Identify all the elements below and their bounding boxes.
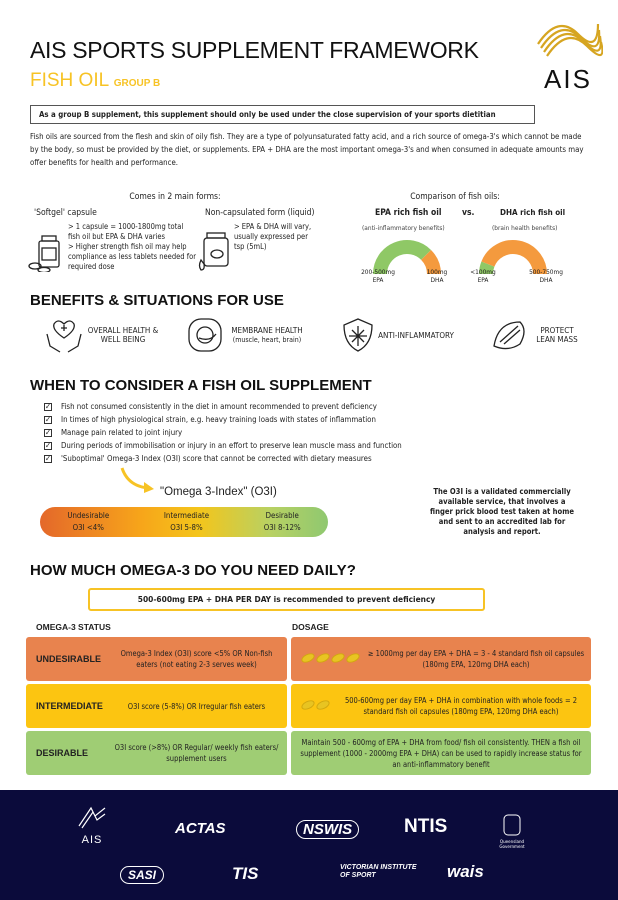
checklist-text: In times of high physiological strain, e.g. heavy training loads with states of inflammation (61, 415, 376, 424)
checklist-text: Manage pain related to joint injury (61, 428, 183, 437)
status-cell (26, 637, 287, 681)
checklist-text: Fish not consumed consistently in the diet in amount recommended to prevent deficiency (61, 402, 377, 411)
o3i-desirable (264, 510, 301, 534)
epa-title: EPA rich fish oil (375, 208, 442, 218)
status-label: UNDESIRABLE (36, 653, 102, 664)
muscle-icon (490, 316, 530, 354)
arrow-icon (118, 466, 158, 494)
consider-checklist (44, 400, 402, 465)
status-label: DESIRABLE (36, 747, 89, 758)
benefit-label: OVERALL HEALTH & WELL BEING (87, 326, 159, 344)
capsule-icon (330, 651, 346, 664)
scale-label: Intermediate (163, 511, 210, 520)
footer-logo-ais (72, 806, 112, 846)
footer-logo-nswis: NSWIS (296, 820, 359, 839)
scale-range: O3I 8-12% (263, 523, 301, 532)
softgel-bullets (68, 222, 196, 272)
heart-hands-icon (44, 316, 84, 354)
benefit-item (186, 316, 310, 354)
status-column-header: OMEGA-3 STATUS (36, 622, 111, 632)
benefit-item (44, 316, 162, 354)
softgel-bullet: > 1 capsule = 1000-1800mg total fish oil but EPA & DHA varies (68, 222, 184, 241)
capsule-bottle-icon (28, 232, 68, 276)
footer-logo-ntis: NTIS (404, 816, 448, 837)
o3i-scale-bar (40, 507, 328, 537)
status-description: O3I score (5-8%) OR Irregular fish eaters (127, 701, 266, 711)
capsule-icon (345, 651, 361, 664)
benefit-label: ANTI-INFLAMMATORY (378, 330, 454, 340)
checklist-item (44, 439, 402, 452)
scale-range: O3I <4% (72, 523, 104, 532)
benefits-row (44, 316, 584, 356)
status-cell (26, 684, 287, 728)
benefit-label: PROTECT LEAN MASS (536, 326, 578, 344)
status-description: O3I score (>8%) OR Regular/ weekly fish eaters/ supplement users (114, 743, 279, 763)
dosage-cell (291, 637, 591, 681)
checklist-text: 'Suboptimal' Omega-3 Index (O3I) score that cannot be corrected with dietary measures (61, 454, 372, 463)
checklist-item (44, 426, 402, 439)
checkbox-icon: ✓ (45, 414, 52, 424)
epa-subtitle: (anti-inflammatory benefits) (362, 224, 445, 232)
dosage-description: 500-600mg per day EPA + DHA in combination with whole foods = 2 standard fish oil capsules (180mg EPA, 120mg DHA each) (344, 696, 578, 716)
capsule-icon (315, 698, 331, 711)
dha-title: DHA rich fish oil (500, 208, 566, 217)
footer-logo-actas: ACTAS (175, 820, 226, 837)
footer-logo-qld (492, 812, 532, 850)
cell-membrane-icon (186, 316, 224, 354)
capsule-icon (300, 651, 316, 664)
softgel-bullet: > Higher strength fish oil may help compliance as less tablets needed for required dose (68, 242, 196, 271)
liquid-bullet: > EPA & DHA will vary, usually expressed per tsp (5mL) (234, 222, 312, 251)
dosage-description: Maintain 500 - 600mg of EPA + DHA from food/ fish oil consistently. THEN a fish oil supplement (1000 - 2000mg EPA + DHA) can be used to rapidly increase status for an anti-inflammatory benefit (300, 737, 582, 769)
partner-footer (0, 790, 618, 900)
capsule-icon (300, 698, 316, 711)
footer-logo-sasi: SASI (120, 866, 164, 884)
benefit-sublabel: (muscle, heart, brain) (232, 335, 302, 344)
checkbox-icon: ✓ (45, 453, 52, 463)
checkbox-icon: ✓ (45, 401, 52, 411)
benefits-heading: BENEFITS & SITUATIONS FOR USE (30, 292, 284, 309)
footer-logo-vis: VICTORIAN INSTITUTE OF SPORT (340, 864, 417, 879)
status-description: Omega-3 Index (O3I) score <5% OR Non-fish eaters (not eating 2-3 serves week) (120, 649, 273, 669)
benefit-item (340, 316, 456, 354)
checkbox-icon: ✓ (45, 440, 52, 450)
dosage-column-header: DOSAGE (292, 622, 329, 632)
benefit-label: MEMBRANE HEALTH (231, 325, 303, 335)
supplement-name (30, 70, 160, 92)
status-cell (26, 731, 287, 775)
epa-gauge-left: 200-500mg EPA (361, 268, 395, 284)
liquid-jar-icon (196, 230, 232, 276)
dosage-description: ≥ 1000mg per day EPA + DHA = 3 - 4 standard fish oil capsules (180mg EPA, 120mg DHA each) (367, 649, 585, 669)
scale-label: Desirable (265, 511, 299, 520)
footer-logo-wais: wais (447, 862, 484, 881)
daily-heading: HOW MUCH OMEGA-3 DO YOU NEED DAILY? (30, 562, 356, 579)
dosage-cell (291, 731, 591, 775)
supervision-notice: As a group B supplement, this supplement should only be used under the close supervision of your sports dietitian (30, 105, 535, 124)
ais-logo (533, 14, 603, 94)
o3i-title: "Omega 3-Index" (O3I) (160, 486, 277, 498)
liquid-title: Non-capsulated form (liquid) (205, 208, 315, 218)
ais-logo-text: AIS (544, 64, 592, 94)
checklist-item (44, 400, 402, 413)
o3i-note: The O3I is a validated commercially available service, that involves a finger prick blood test taken at home and sent to an accredited lab for analysis and report. (430, 487, 574, 536)
consider-heading: WHEN TO CONSIDER A FISH OIL SUPPLEMENT (30, 377, 372, 394)
epa-gauge-right: 100mg DHA (426, 268, 448, 284)
checklist-text: During periods of immobilisation or injury in an effort to preserve lean muscle mass and function (61, 441, 402, 450)
forms-heading: Comes in 2 main forms: (129, 192, 221, 202)
shield-icon (340, 316, 376, 354)
scale-range: O3I 5-8% (170, 523, 203, 532)
logo-text: AIS (81, 834, 103, 846)
group-label: GROUP B (113, 78, 161, 89)
o3i-intermediate (164, 510, 209, 534)
checkbox-icon: ✓ (45, 427, 52, 437)
dosage-cell (291, 684, 591, 728)
dha-gauge-right: 500-750mg DHA (529, 268, 563, 284)
comparison-heading: Comparison of fish oils: (410, 192, 500, 202)
status-label: INTERMEDIATE (36, 700, 103, 711)
intro-paragraph: Fish oils are sourced from the flesh and skin of oily fish. They are a type of polyunsaturated fatty acid, and a rich source of omega-3's which cannot be made by the body, so must be provided by the diet, or supplements. EPA + DHA are the most important omega-3's and when consumed in adequate amounts may offer benefits for health and performance. (30, 132, 584, 167)
scale-label: Undesirable (67, 511, 110, 520)
dha-subtitle: (brain health benefits) (492, 224, 558, 232)
capsule-icon (315, 651, 331, 664)
checklist-item (44, 452, 402, 465)
checklist-item (44, 413, 402, 426)
vs-label: vs. (462, 208, 475, 218)
footer-logo-tis: TIS (232, 864, 259, 883)
logo-text: Queensland Government (499, 840, 525, 850)
softgel-title: 'Softgel' capsule (34, 208, 97, 218)
o3i-undesirable (67, 510, 109, 534)
daily-recommendation: 500-600mg EPA + DHA PER DAY is recommended to prevent deficiency (88, 588, 485, 611)
page-title: AIS SPORTS SUPPLEMENT FRAMEWORK (30, 37, 479, 63)
supplement-title: FISH OIL (30, 70, 109, 91)
benefit-item (490, 316, 584, 354)
dha-gauge-left: <100mg EPA (470, 268, 496, 284)
